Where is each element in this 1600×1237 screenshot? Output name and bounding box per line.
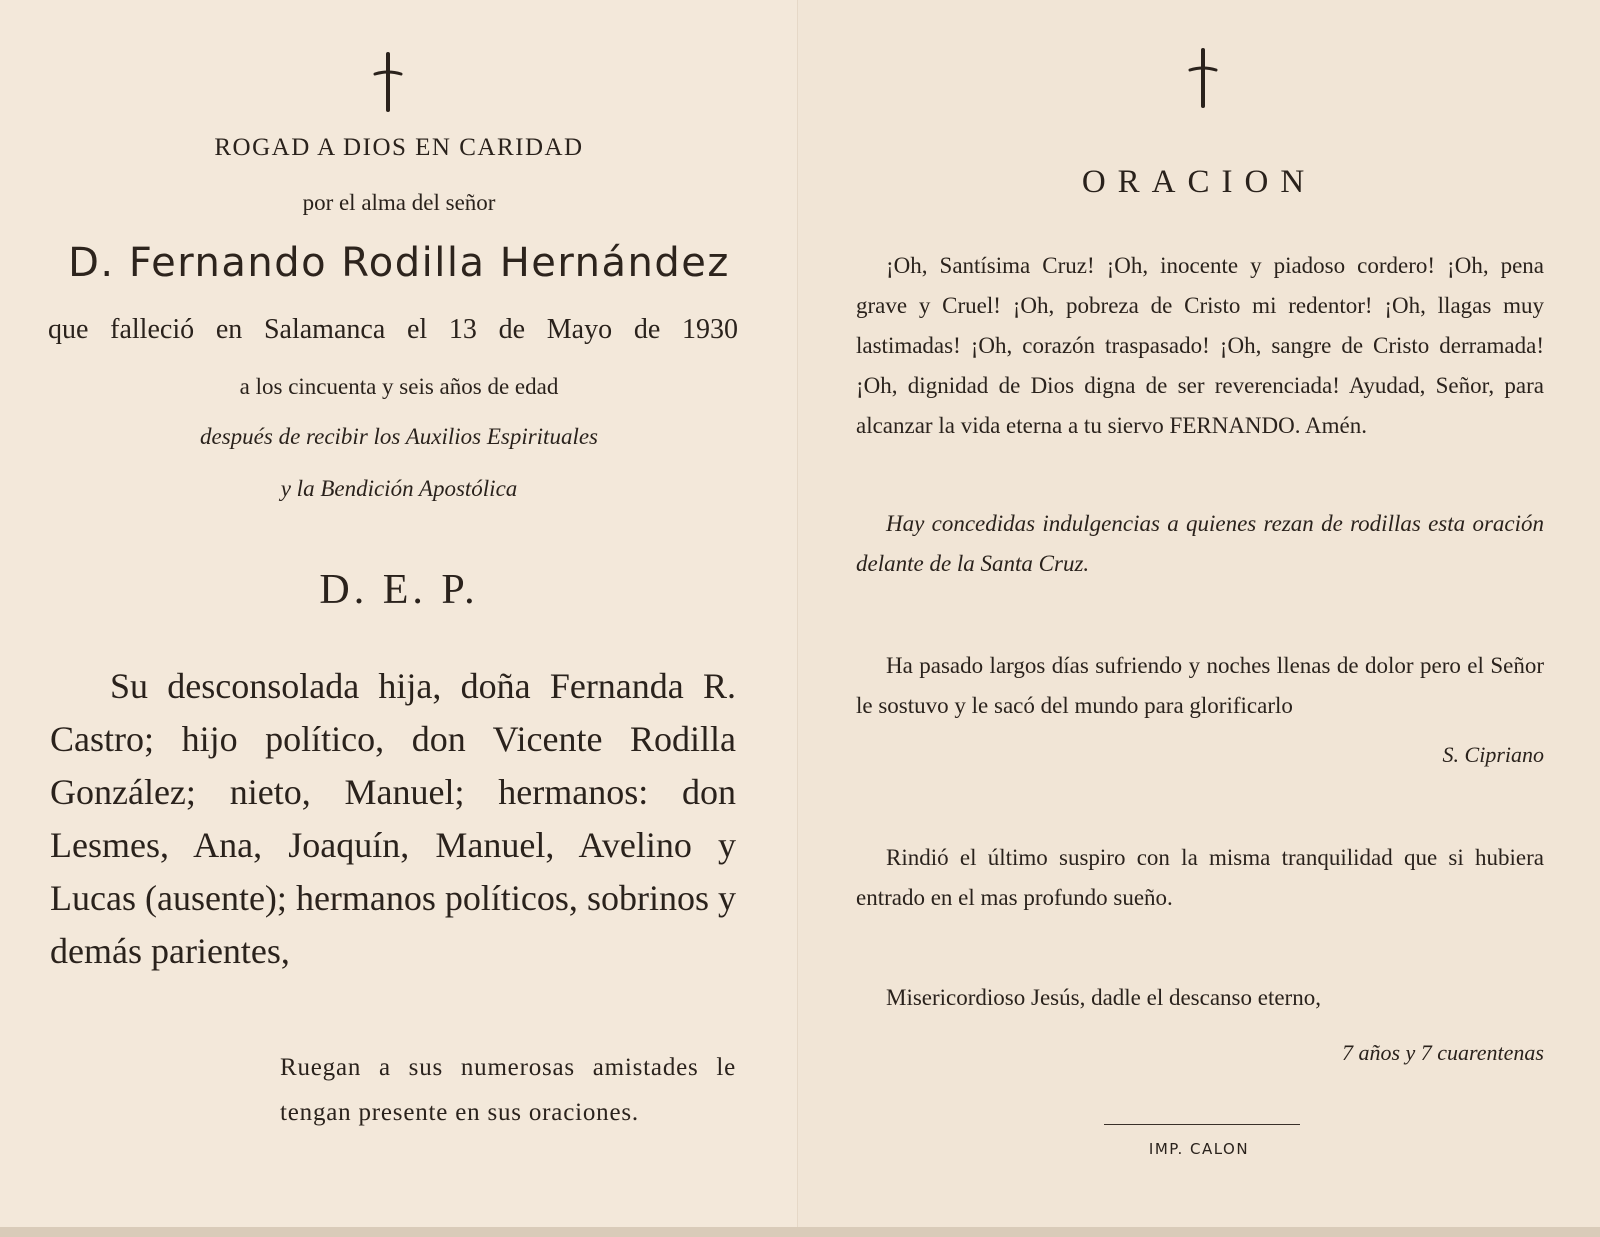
heading-rogad: ROGAD A DIOS EN CARIDAD bbox=[214, 134, 584, 161]
mercy-text: Misericordioso Jesús, dadle el descanso eterno, bbox=[886, 985, 1321, 1010]
blessing-line: y la Bendición Apostólica bbox=[280, 476, 518, 501]
age-line: a los cincuenta y seis años de edad bbox=[239, 374, 559, 399]
last-breath-text: Rindió el último suspiro con la misma tranquilidad que si hubiera entrado en el mas profundo sueño. bbox=[856, 845, 1544, 910]
prayer-text: ¡Oh, Santísima Cruz! ¡Oh, inocente y piadoso cordero! ¡Oh, pena grave y Cruel! ¡Oh, pobreza de Cristo mi redentor! ¡Oh, llagas muy lastimadas! ¡Oh, corazón traspasado! ¡Oh, sangre de Cristo derramada! ¡Oh, dignidad de Dios digna de ser reverenciada! Ayudad, Señor, para alcanzar la vida eterna a tu siervo FERNANDO. Amén. bbox=[856, 253, 1544, 438]
request-paragraph: Ruegan a sus numerosas amistades le tengan presente en sus oraciones. bbox=[280, 1054, 736, 1126]
indulgence-term: 7 años y 7 cuarentenas bbox=[1341, 1040, 1544, 1065]
soul-line: por el alma del señor bbox=[302, 190, 496, 215]
cross-icon bbox=[1187, 48, 1219, 108]
prayer-title: ORACION bbox=[1081, 164, 1317, 200]
indulgence-text: Hay concedidas indulgencias a quienes rezan de rodillas esta oración delante de la Santa Cruz. bbox=[856, 511, 1544, 576]
family-paragraph bbox=[50, 660, 736, 978]
quote-text: Ha pasado largos días sufriendo y noches llenas de dolor pero el Señor le sostuvo y le sacó del mundo para glorificarlo bbox=[856, 653, 1544, 718]
cross-icon bbox=[372, 52, 404, 112]
sacraments-line: después de recibir los Auxilios Espirituales bbox=[200, 424, 598, 449]
card-bottom-edge bbox=[0, 1227, 1600, 1237]
quote-author: S. Cipriano bbox=[1442, 742, 1544, 767]
printer-mark: IMP. CALON bbox=[1148, 1140, 1250, 1158]
printer-divider bbox=[1104, 1124, 1300, 1125]
deceased-name: D. Fernando Rodilla Hernández bbox=[68, 240, 730, 286]
family-text: Su desconsolada hija, doña Fernanda R. Castro; hijo político, don Vicente Rodilla González; nieto, Manuel; hermanos: don Lesmes, Ana, Joaquín, Manuel, Avelino y Lucas (ausente); hermanos políticos, sobrinos y demás parientes, bbox=[50, 666, 736, 971]
death-line: que falleció en Salamanca el 13 de Mayo de 1930 bbox=[48, 314, 738, 345]
dep-abbreviation: D. E. P. bbox=[319, 567, 479, 613]
